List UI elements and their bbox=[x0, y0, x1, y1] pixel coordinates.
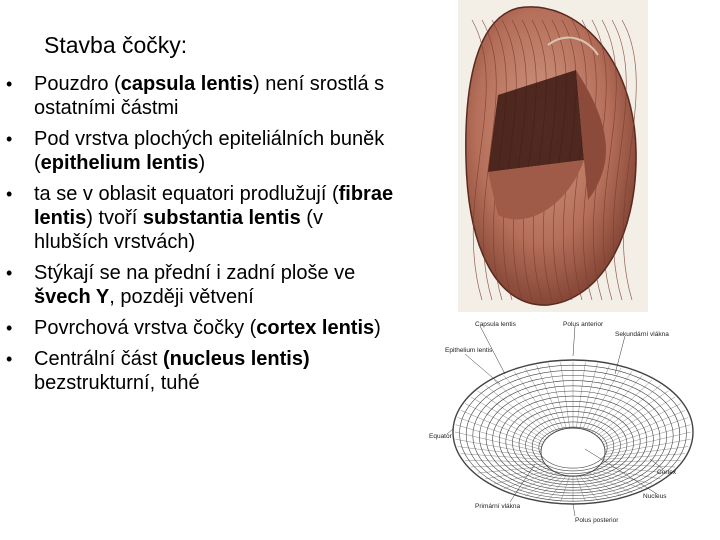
bullet-dot: • bbox=[6, 129, 13, 149]
bullet-dot: • bbox=[6, 349, 13, 369]
label-primarni-vlakna: Primární vlákna bbox=[475, 503, 521, 510]
bullet-item bbox=[0, 347, 400, 395]
bullet-text-segment: epithelium lentis bbox=[40, 152, 199, 174]
bullet-text-segment: švech Y bbox=[34, 286, 110, 308]
bullet-item bbox=[0, 72, 400, 120]
bullet-dot: • bbox=[6, 74, 13, 94]
bullet-text-segment: (v hlubších vrstvách) bbox=[34, 207, 323, 253]
bullet-text-segment: ) tvoří bbox=[86, 207, 143, 229]
bullet-text-segment: ) bbox=[374, 317, 381, 339]
bullet-list bbox=[0, 72, 400, 402]
bullet-text-segment: , později větvení bbox=[109, 286, 254, 308]
bullet-text-segment: Centrální část bbox=[34, 348, 163, 370]
bullet-text-segment: capsula lentis bbox=[120, 73, 253, 95]
bullet-item bbox=[0, 182, 400, 254]
bullet-item bbox=[0, 127, 400, 175]
bullet-text-segment: Stýkají se na přední i zadní ploše ve bbox=[34, 262, 356, 284]
label-equator: Equator bbox=[429, 433, 452, 440]
label-capsula-lentis: Capsula lentis bbox=[475, 321, 516, 328]
label-epithelium-lentis: Epithelium lentis bbox=[445, 347, 493, 354]
bullet-item bbox=[0, 261, 400, 309]
bullet-text-segment: Pod vrstva plochých epiteliálních buněk ( bbox=[34, 128, 385, 174]
label-polus-posterior: Polus posterior bbox=[575, 517, 619, 524]
bullet-dot: • bbox=[6, 184, 13, 204]
bullet-text-segment: substantia lentis bbox=[142, 207, 301, 229]
lens-structure-diagram bbox=[425, 314, 720, 540]
lens-fiber-illustration bbox=[458, 0, 648, 312]
bullet-dot: • bbox=[6, 263, 13, 283]
bullet-text-segment: ) bbox=[198, 152, 206, 174]
label-nucleus: Nucleus bbox=[643, 493, 667, 500]
bullet-text-segment: ta se v oblasit equatori prodlužují ( bbox=[34, 183, 339, 205]
bullet-item bbox=[0, 316, 400, 340]
bullet-text-segment: ) není srostlá s ostatními částmi bbox=[34, 73, 385, 119]
label-polus-anterior: Polus anterior bbox=[563, 321, 604, 328]
bullet-text-segment: bezstrukturní, tuhé bbox=[34, 372, 200, 394]
bullet-text-segment: Pouzdro ( bbox=[34, 73, 121, 95]
label-cortex: Cortex bbox=[657, 469, 677, 476]
bullet-text-segment: Povrchová vrstva čočky ( bbox=[34, 317, 257, 339]
label-sekundarni-vlakna: Sekundární vlákna bbox=[615, 331, 669, 338]
bullet-text-segment: fibrae lentis bbox=[34, 183, 394, 229]
bullet-text-segment: (nucleus lentis) bbox=[162, 348, 310, 370]
slide-title: Stavba čočky: bbox=[44, 32, 188, 58]
bullet-text-segment: cortex lentis bbox=[256, 317, 375, 339]
bullet-dot: • bbox=[6, 318, 13, 338]
